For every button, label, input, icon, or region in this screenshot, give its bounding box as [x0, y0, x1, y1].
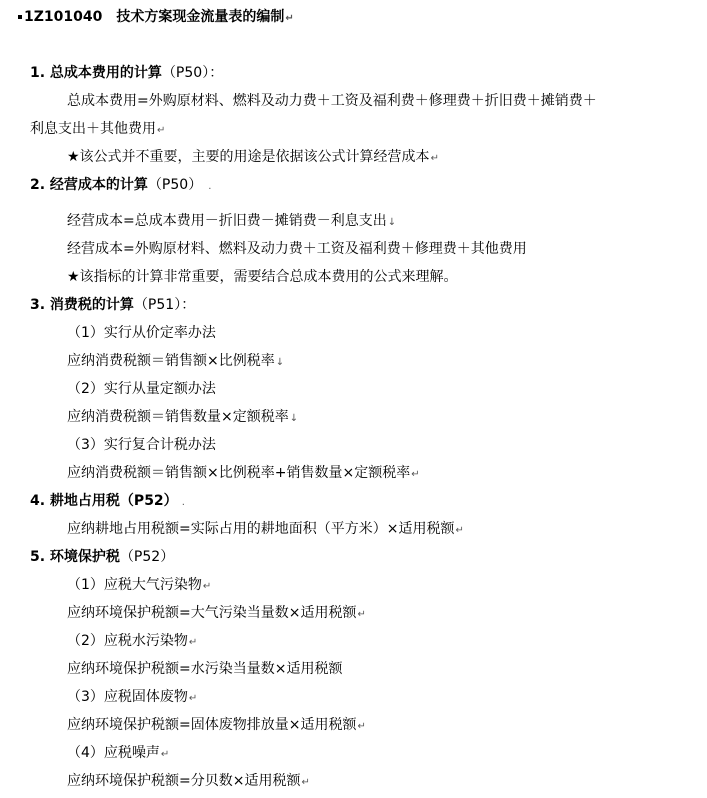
paragraph-mark-icon: ↵ — [301, 777, 310, 788]
s1-title-line — [30, 63, 223, 83]
section-header: 1Z101040 技术方案现金流量表的编制↵ — [18, 7, 294, 29]
s5-item-2: （2）应税水污染物↵ — [67, 633, 198, 649]
s2-formula-2: 经营成本=外购原材料、燃料及动力费＋工资及福利费＋修理费＋其他费用 — [67, 241, 527, 257]
bullet-icon — [18, 15, 22, 19]
paragraph-mark-icon: ↵ — [430, 153, 439, 164]
paragraph-mark-icon: ↵ — [411, 469, 420, 480]
s3-formula-2: 应纳消费税额＝销售数量×定额税率↓ — [67, 409, 299, 425]
s2-title-line — [30, 175, 211, 197]
s5-formula-3: 应纳环境保护税额=固体废物排放量×适用税额↵ — [67, 717, 366, 733]
paragraph-mark-icon: ↵ — [455, 525, 464, 536]
dot-mark-icon: . — [208, 181, 212, 192]
s5-item-4: （4）应税噪声↵ — [67, 745, 170, 761]
s5-item-1: （1）应税大气污染物↵ — [67, 577, 212, 593]
s2-ref: （P50） — [147, 177, 203, 193]
line-break-icon: ↓ — [387, 217, 397, 228]
paragraph-mark-icon: ↵ — [357, 721, 366, 732]
s3-method-3: （3）实行复合计税办法 — [67, 437, 216, 453]
s5-item-3: （3）应税固体废物↵ — [67, 689, 198, 705]
line-break-icon: ↓ — [289, 413, 299, 424]
s1-formula-line-a: 总成本费用=外购原材料、燃料及动力费＋工资及福利费＋修理费＋折旧费＋摊销费＋ — [67, 93, 597, 109]
s3-title: 3. 消费税的计算 — [30, 297, 134, 313]
paragraph-mark-icon: ↵ — [188, 637, 198, 648]
dot-mark-icon: . — [181, 497, 185, 508]
s2-note: ★该指标的计算非常重要，需要结合总成本费用的公式来理解。 — [67, 269, 458, 285]
s3-formula-1: 应纳消费税额＝销售额×比例税率↓ — [67, 353, 285, 369]
paragraph-mark-icon: ↵ — [157, 125, 166, 136]
s3-title-line — [30, 295, 195, 315]
s5-formula-1: 应纳环境保护税额=大气污染当量数×适用税额↵ — [67, 605, 366, 621]
s3-method-1: （1）实行从价定率办法 — [67, 325, 216, 341]
line-break-icon: ↓ — [275, 357, 285, 368]
s2-formula-1: 经营成本=总成本费用－折旧费－摊销费－利息支出↓ — [67, 213, 397, 229]
s1-formula-line-b: 利息支出＋其他费用↵ — [30, 121, 166, 137]
s5-formula-4: 应纳环境保护税额=分贝数×适用税额↵ — [67, 773, 310, 789]
s5-formula-2: 应纳环境保护税额=水污染当量数×适用税额 — [67, 661, 343, 677]
paragraph-mark-icon: ↵ — [188, 693, 198, 704]
s3-method-2: （2）实行从量定额办法 — [67, 381, 216, 397]
s5-title-line — [30, 547, 174, 567]
s4-title: 4. 耕地占用税（P52） — [30, 493, 178, 509]
paragraph-mark-icon: ↵ — [285, 13, 294, 24]
s3-ref: （P51）： — [133, 297, 196, 313]
s1-note: ★该公式并不重要，主要的用途是依据该公式计算经营成本↵ — [67, 149, 439, 165]
paragraph-mark-icon: ↵ — [357, 609, 366, 620]
s1-title: 1. 总成本费用的计算 — [30, 65, 162, 81]
s4-formula-1: 应纳耕地占用税额=实际占用的耕地面积（平方米）×适用税额↵ — [67, 521, 464, 537]
paragraph-mark-icon: ↵ — [202, 581, 212, 592]
s2-title: 2. 经营成本的计算 — [30, 177, 148, 193]
s1-ref: （P50）： — [161, 65, 224, 81]
s3-formula-3: 应纳消费税额＝销售额×比例税率+销售数量×定额税率↵ — [67, 465, 420, 481]
s4-title-line — [30, 491, 185, 513]
paragraph-mark-icon: ↵ — [160, 749, 170, 760]
s5-ref: （P52） — [119, 549, 175, 565]
s5-title: 5. 环境保护税 — [30, 549, 120, 565]
